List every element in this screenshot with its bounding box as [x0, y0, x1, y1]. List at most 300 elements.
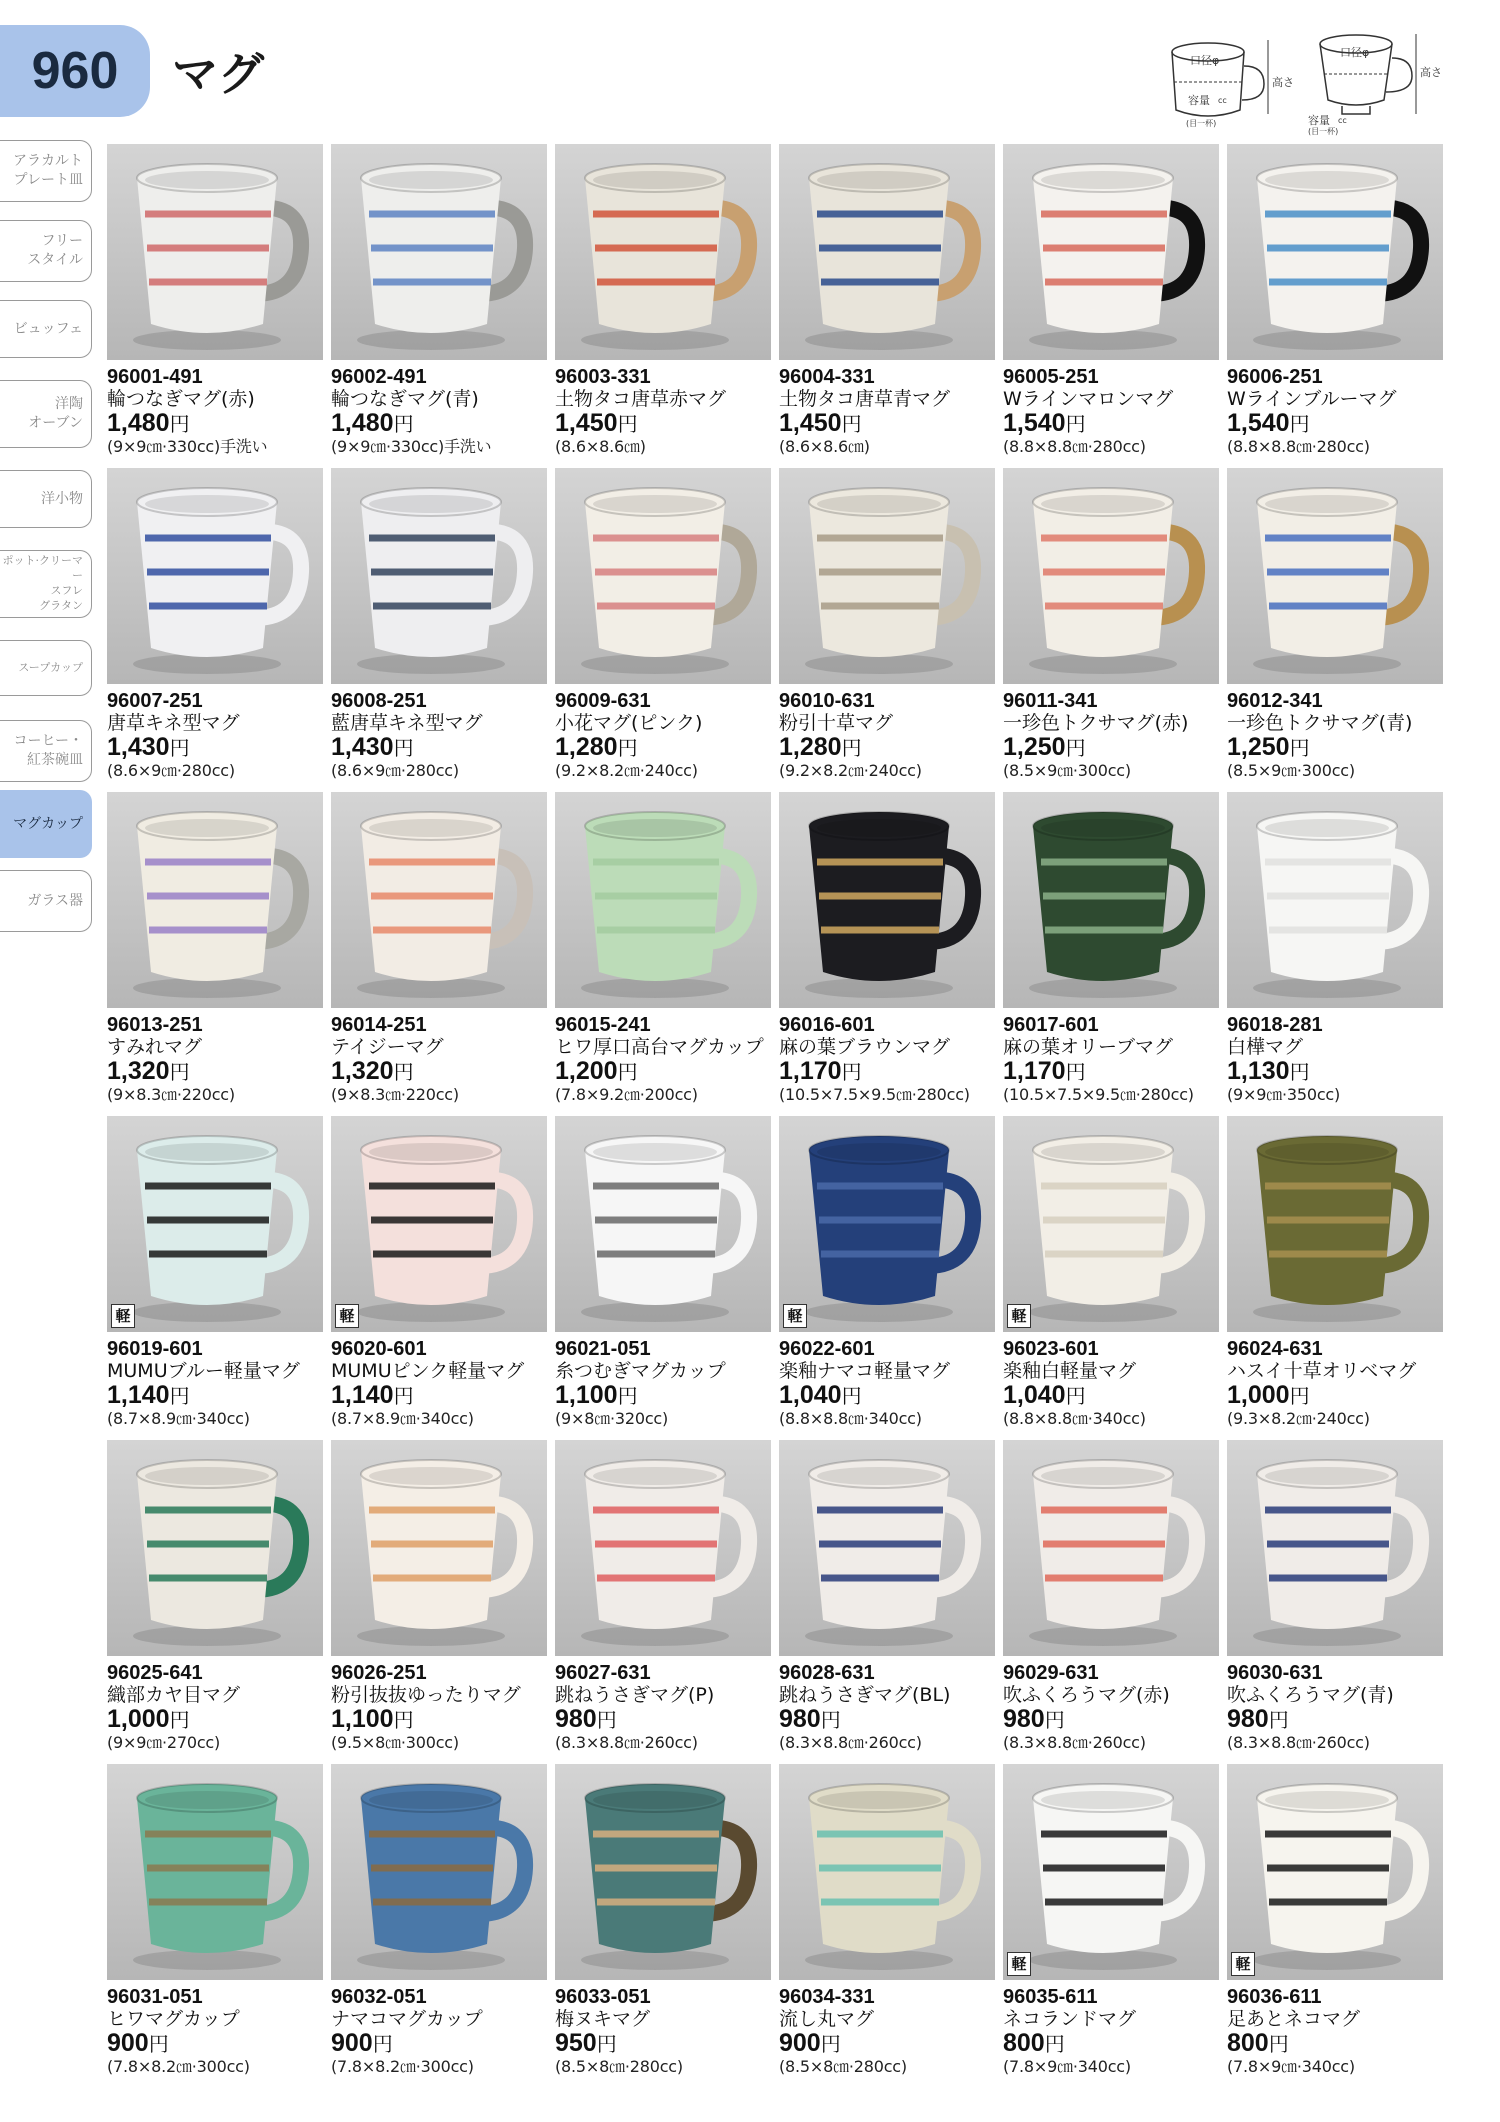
product-info — [555, 366, 785, 457]
price-yen: 円 — [393, 1384, 414, 1408]
product-code: 96029-631 — [1003, 1662, 1099, 1684]
diagram2-capacity-label: 容量 — [1308, 114, 1330, 127]
price-value: 1,000 — [107, 1705, 170, 1733]
product-spec: (7.8×9㎝·340cc) — [1003, 2057, 1131, 2076]
product-price — [1227, 1058, 1457, 1085]
price-value: 1,130 — [1227, 1057, 1290, 1085]
page-number: 960 — [0, 25, 150, 117]
product-code: 96005-251 — [1003, 366, 1099, 388]
mug-photo-icon — [1227, 1764, 1443, 1980]
product-code: 96019-601 — [107, 1338, 203, 1360]
product-spec: (8.8×8.8㎝·340cc) — [1003, 1409, 1146, 1428]
sidebar-tab[interactable] — [0, 220, 92, 282]
sidebar-tab[interactable] — [0, 380, 92, 448]
product-name: ハスイ十草オリベマグ — [1227, 1360, 1417, 1382]
product-name: ネコランドマグ — [1003, 2008, 1137, 2030]
mug-photo-icon — [107, 1440, 323, 1656]
product-price — [331, 2030, 561, 2057]
product-spec: (10.5×7.5×9.5㎝·280cc) — [1003, 1085, 1194, 1104]
product-price — [331, 1706, 561, 1733]
price-yen: 円 — [841, 1060, 862, 1084]
light-weight-badge: 軽 — [1007, 1952, 1031, 1976]
product-name: 粉引抜抜ゆったりマグ — [331, 1684, 521, 1706]
price-yen: 円 — [393, 412, 414, 436]
price-value: 1,280 — [555, 733, 618, 761]
product-info — [555, 690, 785, 781]
price-value: 1,320 — [107, 1057, 170, 1085]
product-spec: (9.2×8.2㎝·240cc) — [555, 761, 698, 780]
product-photo — [331, 144, 547, 360]
product-code: 96017-601 — [1003, 1014, 1099, 1036]
product-spec: (7.8×9.2㎝·200cc) — [555, 1085, 698, 1104]
price-value: 1,170 — [1003, 1057, 1066, 1085]
product-price — [779, 1706, 1009, 1733]
product-photo — [555, 1764, 771, 1980]
product-price — [555, 410, 785, 437]
mug-photo-icon — [1003, 144, 1219, 360]
mug-photo-icon — [107, 792, 323, 1008]
product-name: MUMUピンク軽量マグ — [331, 1360, 525, 1382]
price-yen: 円 — [1065, 1060, 1086, 1084]
product-info — [107, 1986, 337, 2077]
mug-photo-icon — [331, 1116, 547, 1332]
product-info — [107, 1014, 337, 1105]
product-name: 糸つむぎマグカップ — [555, 1360, 726, 1382]
product-spec: (8.5×8㎝·280cc) — [779, 2057, 907, 2076]
product-code: 96012-341 — [1227, 690, 1323, 712]
product-price — [1003, 734, 1233, 761]
product-code: 96009-631 — [555, 690, 651, 712]
mug-photo-icon — [555, 1116, 771, 1332]
sidebar-tab[interactable] — [0, 790, 92, 858]
product-info — [1227, 366, 1457, 457]
product-code: 96002-491 — [331, 366, 427, 388]
product-price — [331, 734, 561, 761]
price-yen: 円 — [148, 2032, 169, 2056]
product-price — [1003, 410, 1233, 437]
product-info — [1227, 1338, 1457, 1429]
mug-photo-icon — [107, 144, 323, 360]
product-spec: (9.3×8.2㎝·240cc) — [1227, 1409, 1370, 1428]
product-price — [1227, 1706, 1457, 1733]
product-price — [779, 734, 1009, 761]
mug-photo-icon — [1003, 1116, 1219, 1332]
product-code: 96007-251 — [107, 690, 203, 712]
product-code: 96022-601 — [779, 1338, 875, 1360]
product-photo — [1003, 144, 1219, 360]
product-photo — [1227, 468, 1443, 684]
mug-photo-icon — [1227, 792, 1443, 1008]
product-name: 楽釉ナマコ軽量マグ — [779, 1360, 951, 1382]
product-code: 96010-631 — [779, 690, 875, 712]
product-name: 梅ヌキマグ — [555, 2008, 651, 2030]
product-spec: (8.6×9㎝·280cc) — [331, 761, 459, 780]
price-yen: 円 — [1065, 1384, 1086, 1408]
product-name: 輪つなぎマグ(青) — [331, 388, 479, 410]
mug-photo-icon — [1003, 1440, 1219, 1656]
price-yen: 円 — [393, 736, 414, 760]
product-info — [1003, 1986, 1233, 2077]
product-name: 麻の葉ブラウンマグ — [779, 1036, 951, 1058]
sidebar-tab[interactable] — [0, 300, 92, 358]
mug-photo-icon — [1227, 468, 1443, 684]
sidebar-tab[interactable] — [0, 470, 92, 528]
product-code: 96027-631 — [555, 1662, 651, 1684]
product-price — [1003, 1382, 1233, 1409]
product-name: 跳ねうさぎマグ(P) — [555, 1684, 715, 1706]
product-code: 96033-051 — [555, 1986, 651, 2008]
product-info — [555, 1662, 785, 1753]
price-yen: 円 — [841, 1384, 862, 1408]
price-yen: 円 — [841, 412, 862, 436]
product-price — [107, 734, 337, 761]
product-price — [555, 1706, 785, 1733]
price-value: 1,140 — [107, 1381, 170, 1409]
product-price — [1003, 1058, 1233, 1085]
sidebar-tab-label: ガラス器 — [27, 892, 83, 909]
product-name: 土物タコ唐草赤マグ — [555, 388, 727, 410]
product-photo — [107, 144, 323, 360]
product-info — [779, 366, 1009, 457]
mug-photo-icon — [1003, 792, 1219, 1008]
product-info — [555, 1338, 785, 1429]
product-name: Wラインマロンマグ — [1003, 388, 1174, 410]
price-value: 900 — [107, 2029, 149, 2057]
product-spec: (9×9㎝·330cc)手洗い — [331, 437, 492, 456]
product-code: 96021-051 — [555, 1338, 651, 1360]
product-info — [331, 366, 561, 457]
product-spec: (8.7×8.9㎝·340cc) — [331, 1409, 474, 1428]
product-code: 96036-611 — [1227, 1986, 1322, 2008]
diagram-mouth-label: 口径φ — [1190, 54, 1220, 67]
product-name: 粉引十草マグ — [779, 712, 894, 734]
product-spec: (9.5×8㎝·300cc) — [331, 1733, 459, 1752]
product-photo — [779, 1116, 995, 1332]
product-photo — [555, 468, 771, 684]
price-yen: 円 — [1268, 2032, 1289, 2056]
product-photo — [1227, 1764, 1443, 1980]
product-photo — [779, 1440, 995, 1656]
sidebar-tab[interactable] — [0, 140, 92, 202]
product-price — [779, 1058, 1009, 1085]
product-info — [779, 1662, 1009, 1753]
product-photo — [107, 792, 323, 1008]
diagram-height-label: 高さ — [1272, 76, 1294, 89]
price-value: 980 — [779, 1705, 821, 1733]
product-photo — [1003, 1764, 1219, 1980]
price-value: 1,250 — [1003, 733, 1066, 761]
mug-photo-icon — [555, 144, 771, 360]
product-spec: (8.3×8.8㎝·260cc) — [779, 1733, 922, 1752]
product-info — [1227, 1986, 1457, 2077]
product-price — [331, 1382, 561, 1409]
product-info — [779, 690, 1009, 781]
light-weight-badge: 軽 — [783, 1304, 807, 1328]
price-yen: 円 — [1065, 736, 1086, 760]
product-photo — [107, 1440, 323, 1656]
price-value: 1,250 — [1227, 733, 1290, 761]
light-weight-badge: 軽 — [335, 1304, 359, 1328]
light-weight-badge: 軽 — [1007, 1304, 1031, 1328]
price-value: 1,280 — [779, 733, 842, 761]
product-photo — [1227, 1440, 1443, 1656]
mug-photo-icon — [1003, 468, 1219, 684]
product-photo — [1227, 792, 1443, 1008]
product-name: 織部カヤ目マグ — [107, 1684, 241, 1706]
price-yen: 円 — [1289, 1384, 1310, 1408]
product-photo — [555, 144, 771, 360]
product-price — [107, 2030, 337, 2057]
price-value: 900 — [331, 2029, 373, 2057]
product-price — [1227, 2030, 1457, 2057]
product-name: 跳ねうさぎマグ(BL) — [779, 1684, 951, 1706]
product-price — [1227, 410, 1457, 437]
product-info — [1227, 1014, 1457, 1105]
product-info — [1003, 1338, 1233, 1429]
product-name: 足あとネコマグ — [1227, 2008, 1361, 2030]
product-info — [331, 1338, 561, 1429]
product-spec: (9×8.3㎝·220cc) — [331, 1085, 459, 1104]
light-weight-badge: 軽 — [111, 1304, 135, 1328]
price-yen: 円 — [841, 736, 862, 760]
mug-photo-icon — [107, 1116, 323, 1332]
price-yen: 円 — [820, 2032, 841, 2056]
product-code: 96032-051 — [331, 1986, 427, 2008]
product-spec: (7.8×8.2㎝·300cc) — [107, 2057, 250, 2076]
dimension-diagrams — [1160, 30, 1450, 140]
price-yen: 円 — [820, 1708, 841, 1732]
sidebar-tab[interactable] — [0, 720, 92, 782]
product-info — [1003, 1662, 1233, 1753]
product-code: 96013-251 — [107, 1014, 203, 1036]
product-spec: (9×9㎝·350cc) — [1227, 1085, 1341, 1104]
diagram-note: (目一杯) — [1186, 119, 1217, 128]
product-name: 輪つなぎマグ(赤) — [107, 388, 255, 410]
product-spec: (9×9㎝·330cc)手洗い — [107, 437, 268, 456]
price-value: 900 — [779, 2029, 821, 2057]
product-photo — [331, 1440, 547, 1656]
product-price — [107, 410, 337, 437]
product-code: 96016-601 — [779, 1014, 875, 1036]
product-photo — [779, 792, 995, 1008]
product-spec: (8.3×8.8㎝·260cc) — [1227, 1733, 1370, 1752]
mug-photo-icon — [1227, 144, 1443, 360]
sidebar-tab[interactable] — [0, 640, 92, 696]
product-code: 96018-281 — [1227, 1014, 1323, 1036]
product-code: 96004-331 — [779, 366, 875, 388]
product-code: 96003-331 — [555, 366, 651, 388]
product-name: 一珍色トクサマグ(青) — [1227, 712, 1413, 734]
price-value: 980 — [1227, 1705, 1269, 1733]
product-name: ヒワ厚口高台マグカップ — [555, 1036, 764, 1058]
product-spec: (8.6×9㎝·280cc) — [107, 761, 235, 780]
sidebar-tab-label: 洋陶 オーブン — [28, 396, 83, 431]
sidebar-tab-label: マグカップ — [13, 815, 83, 832]
product-spec: (8.6×8.6㎝) — [555, 437, 646, 456]
price-yen: 円 — [1065, 412, 1086, 436]
product-info — [1003, 366, 1233, 457]
product-info — [331, 1014, 561, 1105]
product-photo — [779, 144, 995, 360]
product-spec: (8.5×8㎝·280cc) — [555, 2057, 683, 2076]
product-price — [779, 2030, 1009, 2057]
product-name: ナマコマグカップ — [331, 2008, 483, 2030]
product-info — [1003, 1014, 1233, 1105]
product-photo — [1003, 1440, 1219, 1656]
price-value: 950 — [555, 2029, 597, 2057]
product-info — [1227, 690, 1457, 781]
price-value: 1,100 — [555, 1381, 618, 1409]
product-code: 96030-631 — [1227, 1662, 1323, 1684]
product-photo — [331, 1116, 547, 1332]
diagram2-mouth-label: 口径φ — [1340, 46, 1370, 59]
sidebar-tab-label: スープカップ — [18, 660, 83, 674]
product-code: 96025-641 — [107, 1662, 203, 1684]
product-code: 96023-601 — [1003, 1338, 1099, 1360]
sidebar-tab-label: コーヒー・ 紅茶碗皿 — [13, 733, 83, 768]
product-photo — [107, 468, 323, 684]
mug-photo-icon — [779, 144, 995, 360]
price-value: 1,480 — [331, 409, 394, 437]
price-yen: 円 — [393, 1708, 414, 1732]
mug-photo-icon — [331, 468, 547, 684]
mug-photo-icon — [331, 144, 547, 360]
product-name: 楽釉白軽量マグ — [1003, 1360, 1137, 1382]
product-spec: (7.8×9㎝·340cc) — [1227, 2057, 1355, 2076]
price-value: 1,170 — [779, 1057, 842, 1085]
product-name: 麻の葉オリーブマグ — [1003, 1036, 1174, 1058]
product-spec: (9×8㎝·320cc) — [555, 1409, 669, 1428]
product-price — [331, 1058, 561, 1085]
sidebar-tab-label: ポット·クリーマー スフレ グラタン — [2, 554, 83, 612]
product-price — [107, 1706, 337, 1733]
product-price — [1003, 1706, 1233, 1733]
product-photo — [1003, 1116, 1219, 1332]
product-photo — [1227, 144, 1443, 360]
product-photo — [107, 1764, 323, 1980]
product-price — [1003, 2030, 1233, 2057]
diagram2-capacity-unit: cc — [1338, 116, 1347, 125]
product-name: 小花マグ(ピンク) — [555, 712, 703, 734]
price-yen: 円 — [617, 1384, 638, 1408]
product-photo — [555, 792, 771, 1008]
mug-photo-icon — [1003, 1764, 1219, 1980]
product-info — [107, 1662, 337, 1753]
price-value: 1,320 — [331, 1057, 394, 1085]
sidebar-tab-label: アラカルト プレート皿 — [13, 153, 83, 188]
product-info — [779, 1338, 1009, 1429]
product-price — [779, 410, 1009, 437]
product-info — [779, 1986, 1009, 2077]
mug-photo-icon — [555, 1440, 771, 1656]
mug-photo-icon — [555, 792, 771, 1008]
product-spec: (8.3×8.8㎝·260cc) — [1003, 1733, 1146, 1752]
price-value: 1,540 — [1003, 409, 1066, 437]
price-yen: 円 — [1044, 2032, 1065, 2056]
product-info — [107, 1338, 337, 1429]
mug-photo-icon — [779, 1764, 995, 1980]
product-info — [331, 690, 561, 781]
price-value: 980 — [1003, 1705, 1045, 1733]
product-info — [107, 690, 337, 781]
product-name: Wラインブルーマグ — [1227, 388, 1397, 410]
product-code: 96026-251 — [331, 1662, 427, 1684]
product-spec: (8.6×8.6㎝) — [779, 437, 870, 456]
price-yen: 円 — [1289, 1060, 1310, 1084]
sidebar-tab[interactable] — [0, 550, 92, 618]
price-value: 1,450 — [779, 409, 842, 437]
product-photo — [1227, 1116, 1443, 1332]
price-value: 1,200 — [555, 1057, 618, 1085]
price-yen: 円 — [169, 736, 190, 760]
product-spec: (7.8×8.2㎝·300cc) — [331, 2057, 474, 2076]
product-code: 96028-631 — [779, 1662, 875, 1684]
product-name: 土物タコ唐草青マグ — [779, 388, 951, 410]
product-name: 白樺マグ — [1227, 1036, 1304, 1058]
mug-photo-icon — [107, 468, 323, 684]
price-yen: 円 — [617, 1060, 638, 1084]
price-yen: 円 — [169, 1384, 190, 1408]
product-photo — [331, 792, 547, 1008]
product-info — [555, 1014, 785, 1105]
product-name: テイジーマグ — [331, 1036, 444, 1058]
product-photo — [1003, 468, 1219, 684]
product-spec: (8.3×8.8㎝·260cc) — [555, 1733, 698, 1752]
product-info — [1227, 1662, 1457, 1753]
product-name: 藍唐草キネ型マグ — [331, 712, 483, 734]
product-spec: (9×9㎝·270cc) — [107, 1733, 221, 1752]
sidebar-tab-label: ビュッフェ — [13, 320, 83, 337]
product-name: 流し丸マグ — [779, 2008, 875, 2030]
product-price — [555, 1058, 785, 1085]
mug-photo-icon — [555, 1764, 771, 1980]
product-info — [331, 1662, 561, 1753]
mug-photo-icon — [107, 1764, 323, 1980]
product-name: 吹ふくろうマグ(赤) — [1003, 1684, 1170, 1706]
product-info — [779, 1014, 1009, 1105]
product-price — [107, 1058, 337, 1085]
mug-photo-icon — [779, 1440, 995, 1656]
price-value: 1,040 — [1003, 1381, 1066, 1409]
product-info — [107, 366, 337, 457]
product-code: 96034-331 — [779, 1986, 875, 2008]
price-yen: 円 — [617, 736, 638, 760]
diagram-capacity-label: 容量 — [1188, 94, 1210, 107]
product-code: 96024-631 — [1227, 1338, 1323, 1360]
sidebar-tab-label: フリー スタイル — [27, 233, 83, 268]
mug-photo-icon — [555, 468, 771, 684]
product-photo — [331, 1764, 547, 1980]
price-yen: 円 — [1289, 736, 1310, 760]
product-name: ヒワマグカップ — [107, 2008, 240, 2030]
diagram2-height-label: 高さ — [1420, 66, 1442, 79]
product-photo — [555, 1440, 771, 1656]
product-name: すみれマグ — [107, 1036, 203, 1058]
product-code: 96008-251 — [331, 690, 427, 712]
product-code: 96035-611 — [1003, 1986, 1098, 2008]
sidebar-tab[interactable] — [0, 870, 92, 932]
product-spec: (10.5×7.5×9.5㎝·280cc) — [779, 1085, 970, 1104]
mug-photo-icon — [331, 1440, 547, 1656]
product-price — [1227, 1382, 1457, 1409]
price-yen: 円 — [596, 2032, 617, 2056]
product-code: 96020-601 — [331, 1338, 427, 1360]
price-yen: 円 — [169, 1708, 190, 1732]
price-value: 1,430 — [107, 733, 170, 761]
light-weight-badge: 軽 — [1231, 1952, 1255, 1976]
product-info — [331, 1986, 561, 2077]
product-code: 96011-341 — [1003, 690, 1098, 712]
